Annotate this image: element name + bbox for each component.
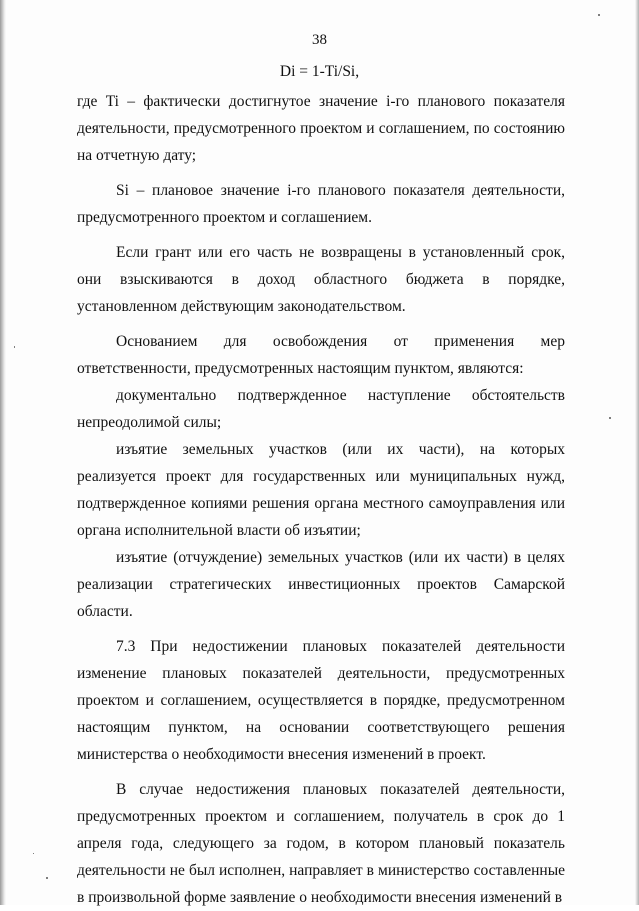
scan-edge-right — [635, 0, 639, 905]
scan-speck — [14, 346, 15, 348]
scan-speck — [46, 877, 48, 879]
paragraph-land-seizure: изъятие земельных участков (или их части), на которых реализуется проект для государственных или муниципальных нужд, подтвержденное копиями решения органа местного самоуправления или органа исполнительной власти об изъятии; — [77, 441, 565, 539]
scan-speck — [33, 853, 34, 854]
body-text — [77, 88, 565, 911]
paragraph-non-achievement: В случае недостижения плановых показателей деятельности, предусмотренных проектом и соглашением, получатель в срок до 1 апреля года, следующего за годом, в котором плановый показатель деятельности не был исполнен, направляет в министерство составленные в произвольной форме заявление о необходимости внесения изменений в — [77, 781, 565, 906]
paragraph-ti-definition: где Ti – фактически достигнутое значение i-го планового показателя деятельности, предусмотренного проектом и соглашением, по состоянию на отчетную дату; — [77, 93, 565, 164]
paragraph-si-definition: Si – плановое значение i-го планового показателя деятельности, предусмотренного проектом и соглашением. — [77, 182, 565, 226]
page-number: 38 — [312, 32, 327, 48]
scan-speck — [598, 14, 600, 16]
paragraph-land-alienation: изъятие (отчуждение) земельных участков (или их части) в целях реализации стратегических инвестиционных проектов Самарской области. — [77, 549, 565, 620]
paragraph-section-7-3: 7.3 При недостижении плановых показателей деятельности изменение плановых показателей деятельности, предусмотренных проектом и соглашением, осуществляется в порядке, предусмотренном настоящим пунктом, на основании соответствующего решения министерства о необходимости внесения изменений в проект. — [77, 638, 565, 763]
paragraph-grant-recovery: Если грант или его часть не возвращены в установленный срок, они взыскиваются в доход областного бюджета в порядке, установленном действующим законодательством. — [77, 244, 565, 315]
paragraph-force-majeure: документально подтвержденное наступление обстоятельств непреодолимой силы; — [77, 387, 565, 431]
scan-edge-left — [0, 0, 6, 905]
formula: Di = 1-Ti/Si, — [279, 63, 360, 80]
scan-speck — [609, 417, 611, 419]
paragraph-exemption-grounds: Основанием для освобождения от применения мер ответственности, предусмотренных настоящим пунктом, являются: — [77, 333, 565, 377]
